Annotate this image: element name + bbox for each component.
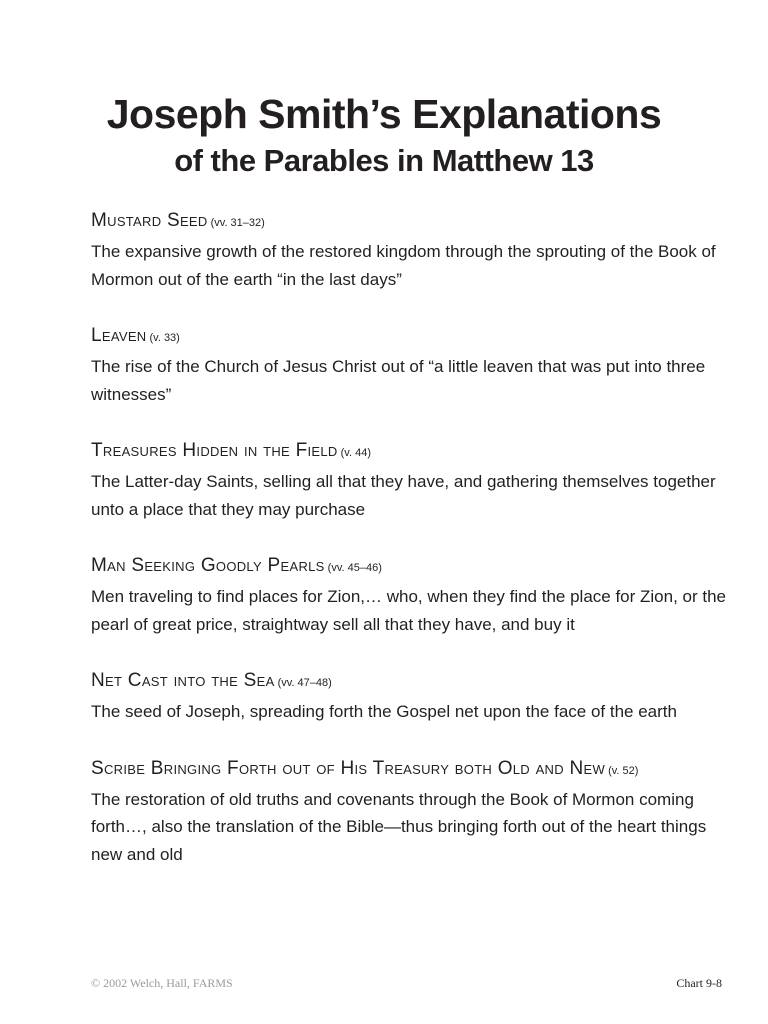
parable-heading <box>91 551 731 583</box>
verse-reference: (vv. 47–48) <box>277 677 332 689</box>
parable-name: Leaven <box>91 325 147 346</box>
parable-explanation: The restoration of old truths and covenants through the Book of Mormon coming forth…, also the translation of the Bible—thus bringing forth out of the heart things new and old <box>91 789 707 864</box>
parable-section <box>91 206 731 293</box>
verse-reference: (v. 44) <box>340 447 371 459</box>
parable-heading <box>91 436 731 468</box>
verse-reference: (vv. 31–32) <box>210 217 265 229</box>
parable-heading <box>91 666 731 698</box>
parable-explanation: Men traveling to find places for Zion,… who, when they find the place for Zion, or the pearl of great price, straightway sell all that they have, and buy it <box>91 587 727 634</box>
verse-reference: (vv. 45–46) <box>327 562 382 574</box>
parable-explanation: The Latter-day Saints, selling all that they have, and gathering themselves together unto a place that they may purchase <box>91 472 716 519</box>
chart-number: Chart 9-8 <box>676 976 722 990</box>
parable-section <box>91 754 731 869</box>
parables-list <box>91 206 731 896</box>
parable-name: Treasures Hidden in the Field <box>91 440 338 461</box>
parable-explanation: The expansive growth of the restored kingdom through the sprouting of the Book of Mormon out of the earth “in the last days” <box>91 242 716 289</box>
parable-section <box>91 551 731 638</box>
parable-section <box>91 321 731 408</box>
parable-explanation: The seed of Joseph, spreading forth the Gospel net upon the face of the earth <box>91 702 677 721</box>
parable-heading <box>91 206 731 238</box>
parable-section <box>91 666 731 726</box>
parable-heading <box>91 321 731 353</box>
page-subtitle: of the Parables in Matthew 13 <box>174 143 594 178</box>
parable-name: Man Seeking Goodly Pearls <box>91 555 325 576</box>
parable-section <box>91 436 731 523</box>
verse-reference: (v. 33) <box>149 332 180 344</box>
parable-name: Scribe Bringing Forth out of His Treasury both Old and New <box>91 757 606 779</box>
parable-heading <box>91 754 731 786</box>
parable-explanation: The rise of the Church of Jesus Christ out of “a little leaven that was put into three witnesses” <box>91 357 706 404</box>
verse-reference: (v. 52) <box>608 764 639 777</box>
parable-name: Mustard Seed <box>91 210 208 231</box>
parable-name: Net Cast into the Sea <box>91 670 275 691</box>
copyright-notice: © 2002 Welch, Hall, FARMS <box>91 976 233 990</box>
title-block <box>0 88 768 182</box>
page-title: Joseph Smith’s Explanations <box>106 91 662 137</box>
